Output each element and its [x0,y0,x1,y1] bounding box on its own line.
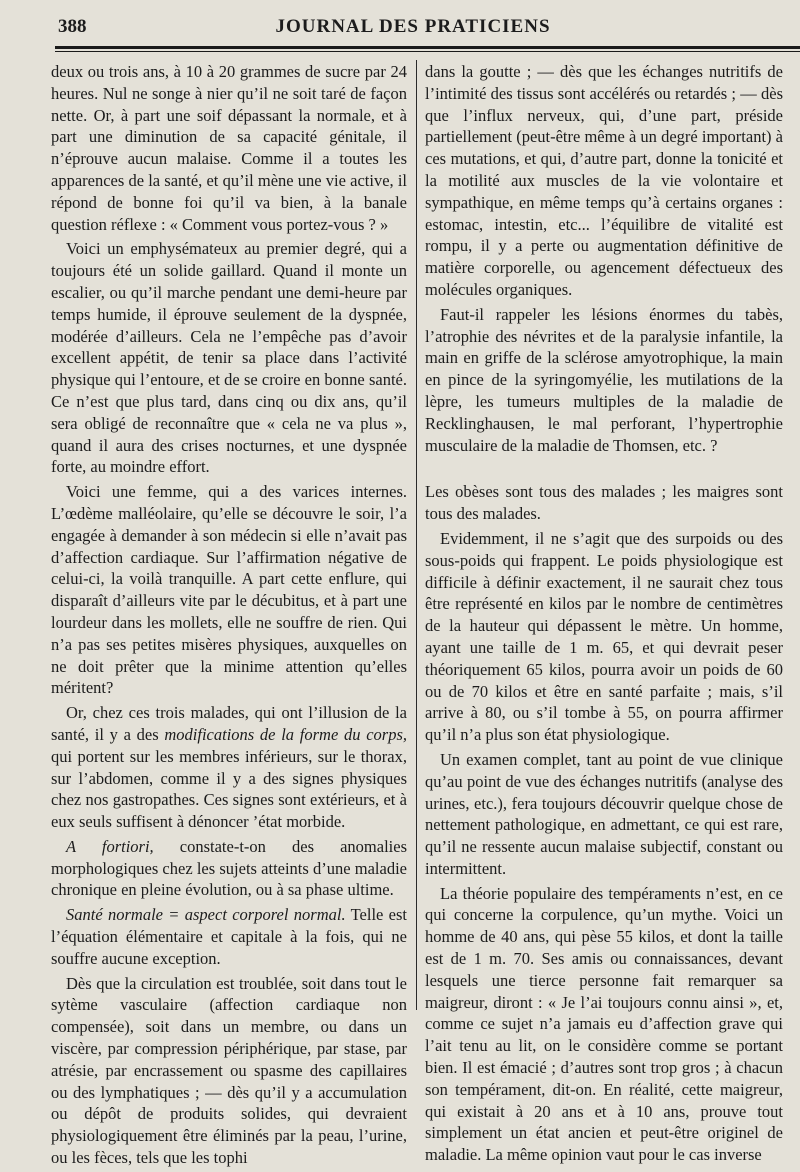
italic-phrase: Santé normale = aspect corporel normal. [66,905,346,925]
header-rule-thick [55,46,800,49]
paragraph: Dès que la circulation est troublée, soit dans tout le sytème vasculaire (affection cardiaque non compensée), soit dans un membre, ou dans un viscère, par compression périphérique, par stase, par atrésie, par encrassement ou spasme des capillaires ou des lymphatiques ; — dès qu’il y a accumulation ou dépôt de produits solides, qui devraient physiologiquement être éliminés par la peau, l’urine, ou les fèces, tels que les tophi [51,973,407,1168]
paragraph: deux ou trois ans, à 10 à 20 grammes de sucre par 24 heures. Nul ne songe à nier qu’il ne soit taré de façon nette. Or, à part une soif dépassant la normale, et à part une diminution de sa capacité génitale, il n’éprouve aucun malaise. Comme il a toutes les apparences de la santé, et qu’il mène une vie active, il répond de bonne foi qu’il va bien, à la banale question réflexe : « Comment vous portez-vous ? » [51,62,407,234]
paragraph: dans la goutte ; — dès que les échanges nutritifs de l’intimité des tissus sont accélérés ou retardés ; — dès que l’influx nerveux, qui, d’une part, préside partiellement (peut-être même à un degré important) à ces mutations, et qui, d’autre part, donne la tonicité et la motilité aux muscles de la vie volontaire et sympathique, en même temps qu’à certains organes : estomac, intestin, etc... l’équilibre de vitalité est rompu, il y a perte ou augmentation définitive de matière corporelle, ou agencement défectueux des molécules organiques. [425,62,783,299]
paragraph: Santé normale = aspect corporel normal. Telle est l’équation élémentaire et capitale à la fois, qui ne souffre aucune exception. [51,905,407,968]
right-text-column [425,61,783,1169]
paragraph: Voici un emphysémateux au premier degré, qui a toujours été un solide gaillard. Quand il monte un escalier, ou qu’il marche pendant une demi-heure par temps humide, il éprouve seulement de la dyspnée, modérée d’ailleurs. Cela ne l’empêche pas d’avoir excellent appétit, de tenir sa place dans l’activité physique qui l’entoure, et de se croire en bonne santé. Ce n’est que plus tard, dans cinq ou dix ans, qu’il sera obligé de reconnaître que « cela ne va plus », quand il aura des crises nocturnes, et une dyspnée forte, au moindre effort. [51,239,407,477]
italic-phrase: modifications de la forme du corps, [164,724,408,744]
paragraph: A fortiori, constate-t-on des anomalies morphologiques chez les sujets atteints d’une maladie chronique en pleine évolution, ou à sa phase ultime. [51,836,407,900]
paragraph: Faut-il rappeler les lésions énormes du tabès, l’atrophie des névrites et de la paralysie infantile, la main en griffe de la sclérose amyotrophique, la main en pince de la syringomyélie, les mutilations de la lèpre, les tumeurs multiples de la maladie de Recklinghausen, le mal perforant, l’hypertrophie musculaire de la maladie de Thomsen, etc. ? [425,304,783,455]
italic-phrase: A fortiori, [66,836,154,856]
paragraph: Voici une femme, qui a des varices internes. L’œdème malléolaire, qu’elle se découvre le soir, l’a engagée à demander à son médecin si elle n’avait pas d’affection cardiaque. Sur l’affirmation négative de celui-ci, la voilà tranquille. A part cette enflure, qui disparaît d’ailleurs vite par le décubitus, et à part une lourdeur dans les mollets, elle ne souffre de rien. Qui n’a pas ses petites misères physiques, auxquelles on ne doit prêter que la minime attention qu’elles méritent? [51,482,407,698]
header-rule-thin [55,51,800,52]
paragraph: Les obèses sont tous des malades ; les maigres sont tous des malades. [425,482,783,524]
left-text-column [51,61,407,1172]
journal-title: JOURNAL DES PRATICIENS [275,16,551,37]
paragraph: La théorie populaire des tempéraments n’est, en ce qui concerne la corpulence, qu’un mythe. Voici un homme de 40 ans, qui pèse 55 kilos, et dont la taille est de 1 m. 70. Ses amis ou connaissances, devant lesquels une tierce personne fait remarquer sa maigreur, diront : « Je l’ai toujours connu ainsi », et, comme ce sujet n’a jamais eu d’affection grave qui l’ait tenu au lit, on le considère comme se portant bien. Il est émacié ; d’autres sont trop gros ; à chacun son tempérament, dit-on. En réalité, cette maigreur, qui existait à 20 ans et à 10 ans, prouve tout simplement un état ancien et peut-être originel de maladie. La même opinion vaut pour le cas inverse [425,883,783,1165]
paragraph: Or, chez ces trois malades, qui ont l’illusion de la santé, il y a des modifications de la forme du corps, qui portent sur les membres inférieurs, sur le thorax, sur l’abdomen, comme il y a des signes physiques chez nos gastropathes. Ces signes sont extérieurs, et à eux seuls suffisent à dénoncer ’état morbide. [51,703,408,832]
page-header [0,0,800,50]
column-divider [416,60,417,1010]
paragraph: Un examen complet, tant au point de vue clinique qu’au point de vue des échanges nutritifs (analyse des urines, etc.), fera toujours découvrir quelque chose de nettement pathologique, en admettant, ce qui est rare, qu’il ne ressente aucun malaise subjectif, constant ou intermittent. [425,749,783,878]
page-number: 388 [58,16,87,37]
paragraph: Evidemment, il ne s’agit que des surpoids ou des sous-poids qui frappent. Le poids physiologique est difficile à définir exactement, il ne saurait chez tous être représenté en kilos par le nombre de centimètres de la hauteur qui dépassent le mètre. Un homme, ayant une taille de 1 m. 65, et qui devrait peser théoriquement 65 kilos, pourra avoir un poids de 60 ou de 70 kilos et être en santé parfaite ; mais, s’il arrive à 80, ou s’il tombe à 55, on pourra affirmer qu’il n’a plus son état physiologique. [425,528,783,745]
